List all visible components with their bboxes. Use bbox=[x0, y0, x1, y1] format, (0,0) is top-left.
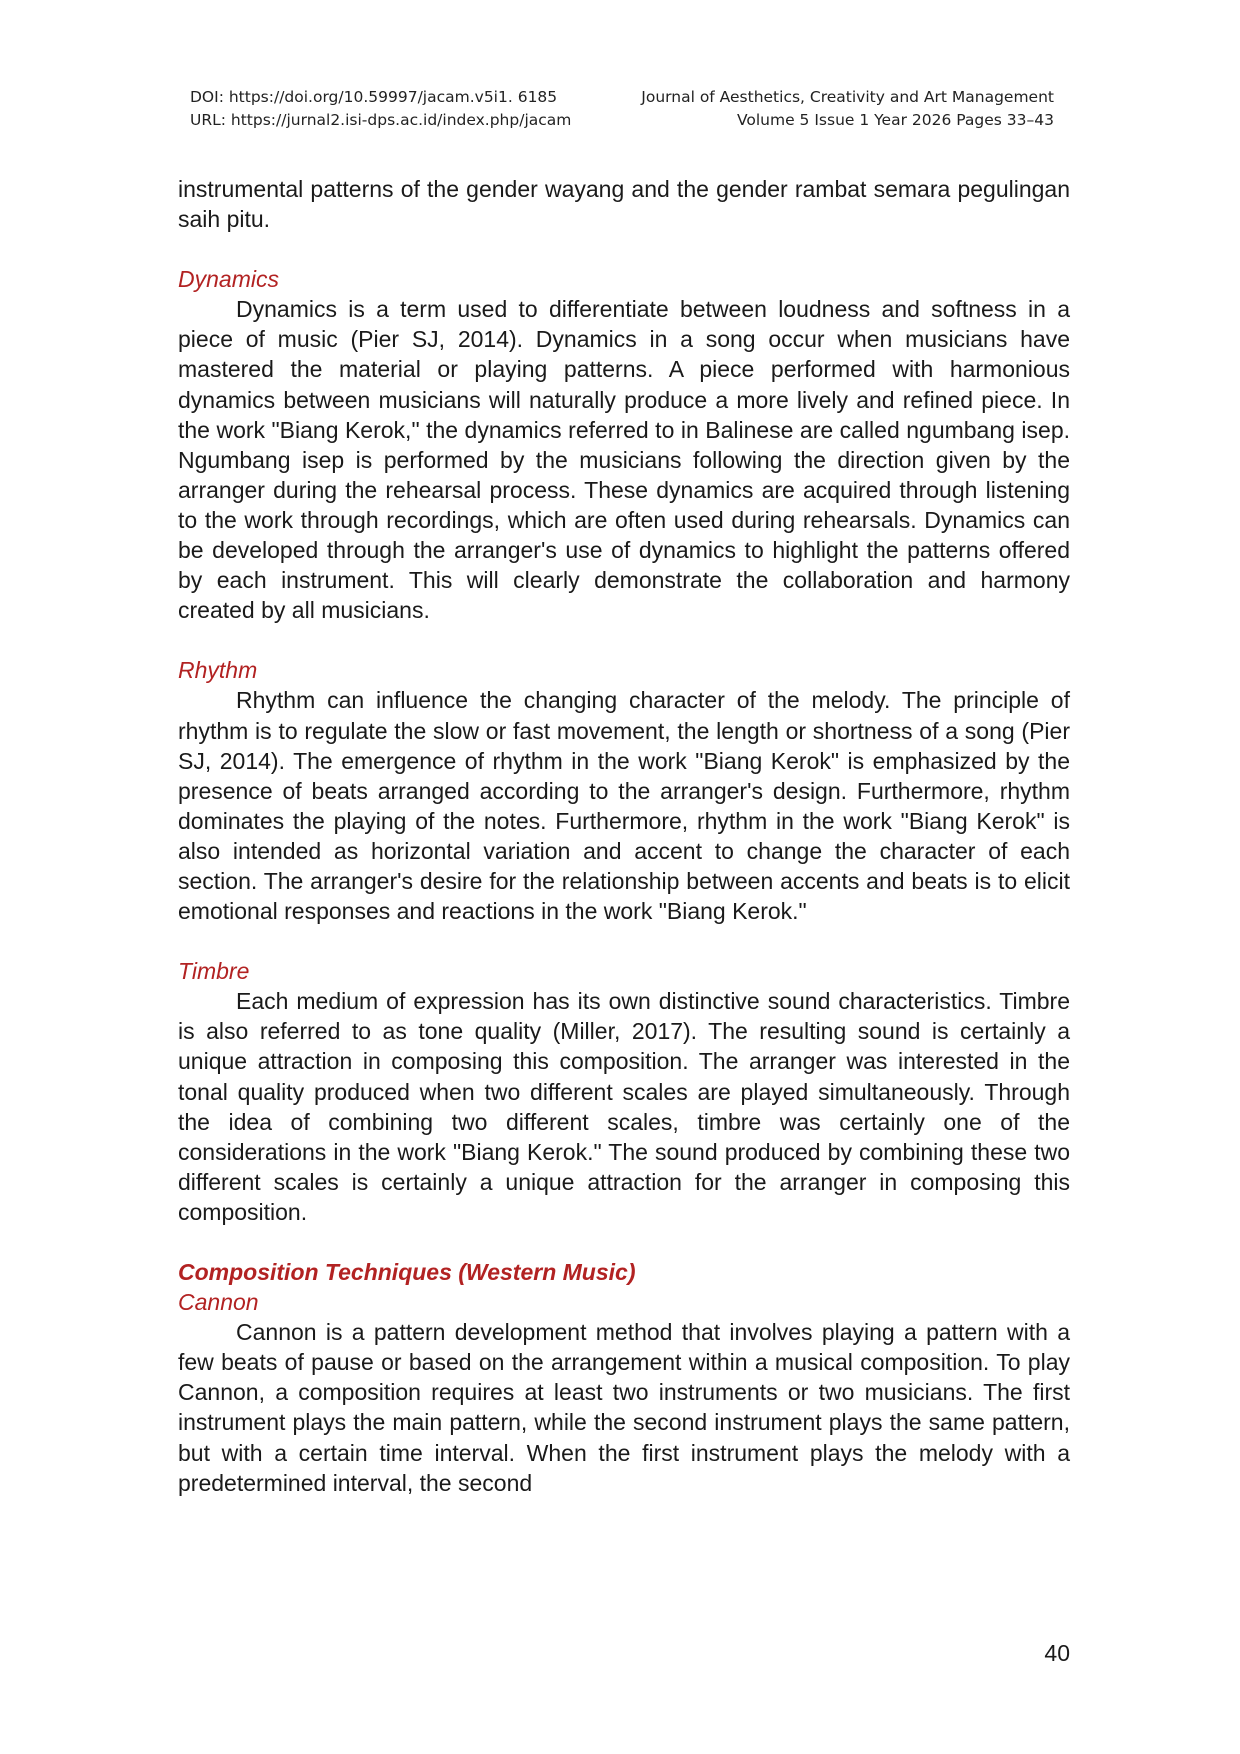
dynamics-paragraph: Dynamics is a term used to differentiate between loudness and softness in a piece of music (Pier SJ, 2014). Dynamics in a song occur when musicians have mastered the material or playing patterns. A piece performed with harmonious dynamics between musicians will naturally produce a more lively and refined piece. In the work "Biang Kerok," the dynamics referred to in Balinese are called ngumbang isep. Ngumbang isep is performed by the musicians following the direction given by the arranger during the rehearsal process. These dynamics are acquired through listening to the work through recordings, which are often used during rehearsals. Dynamics can be developed through the arranger's use of dynamics to highlight the patterns offered by each instrument. This will clearly demonstrate the collaboration and harmony created by all musicians. bbox=[178, 296, 1070, 624]
dynamics-heading: Dynamics bbox=[178, 266, 279, 293]
running-header-left bbox=[190, 86, 571, 132]
cannon-paragraph: Cannon is a pattern development method that involves playing a pattern with a few beats of pause or based on the arrangement within a musical composition. To play Cannon, a composition requires at least two instruments or two musicians. The first instrument plays the main pattern, while the second instrument plays the same pattern, but with a certain time interval. When the first instrument plays the melody with a predetermined interval, the second bbox=[178, 1319, 1070, 1496]
article-body bbox=[178, 174, 1070, 1498]
running-header-right bbox=[641, 86, 1054, 132]
doi-link[interactable]: DOI: https://doi.org/10.59997/jacam.v5i1. 6185 bbox=[190, 88, 558, 106]
rhythm-paragraph: Rhythm can influence the changing character of the melody. The principle of rhythm is to regulate the slow or fast movement, the length or shortness of a song (Pier SJ, 2014). The emergence of rhythm in the work "Biang Kerok" is emphasized by the presence of beats arranged according to the arranger's design. Furthermore, rhythm dominates the playing of the notes. Furthermore, rhythm in the work "Biang Kerok" is also intended as horizontal variation and accent to change the character of each section. The arranger's desire for the relationship between accents and beats is to elicit emotional responses and reactions in the work "Biang Kerok." bbox=[178, 687, 1070, 925]
volume-info: Volume 5 Issue 1 Year 2026 Pages 33–43 bbox=[736, 111, 1054, 129]
cannon-heading: Cannon bbox=[178, 1289, 259, 1316]
timbre-heading: Timbre bbox=[178, 958, 250, 985]
section-heading: Composition Techniques (Western Music) bbox=[178, 1259, 636, 1285]
timbre-paragraph: Each medium of expression has its own distinctive sound characteristics. Timbre is also referred to as tone quality (Miller, 2017). The resulting sound is certainly a unique attraction in composing this composition. The arranger was interested in the tonal quality produced when two different scales are played simultaneously. Through the idea of combining two different scales, timbre was certainly one of the considerations in the work "Biang Kerok." The sound produced by combining these two different scales is certainly a unique attraction for the arranger in composing this composition. bbox=[178, 988, 1070, 1225]
journal-url-link[interactable]: URL: https://jurnal2.isi-dps.ac.id/index.php/jacam bbox=[190, 111, 572, 129]
intro-paragraph: instrumental patterns of the gender wayang and the gender rambat semara pegulingan saih pitu. bbox=[178, 176, 1070, 233]
rhythm-heading: Rhythm bbox=[178, 657, 258, 684]
page-number: 40 bbox=[1044, 1640, 1070, 1666]
journal-name: Journal of Aesthetics, Creativity and Art Management bbox=[641, 88, 1054, 106]
